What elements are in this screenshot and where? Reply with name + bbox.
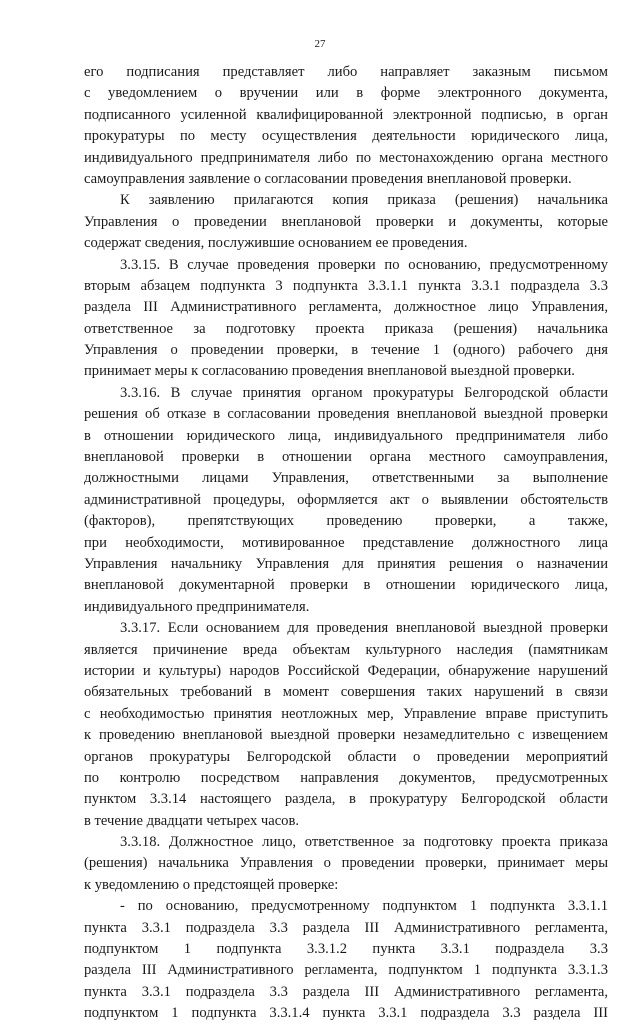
text-line: пункта 3.3.1 подраздела 3.3 раздела III Административного регламента,	[84, 983, 608, 1000]
body-text	[84, 62, 608, 1025]
text-line: индивидуального предпринимателя либо по местонахождению органа местного	[84, 149, 608, 166]
text-line: К заявлению прилагаются копия приказа (решения) начальника	[120, 192, 608, 209]
text-line: 3.3.17. Если основанием для проведения внеплановой выездной проверки	[120, 620, 608, 637]
text-line: принимает меры к согласованию проведения внеплановой выездной проверки.	[84, 363, 575, 380]
text-line: (факторов), препятствующих проведению проверки, а также,	[84, 513, 608, 530]
text-line: подпунктом 1 подпункта 3.3.1.2 пункта 3.3.1 подраздела 3.3	[84, 941, 608, 958]
text-line: с необходимостью принятия неотложных мер, Управление вправе приступить	[84, 705, 608, 722]
text-line: самоуправления заявление о согласовании проведения внеплановой проверки.	[84, 170, 572, 187]
text-line: административной процедуры, оформляется акт о выявлении обстоятельств	[84, 491, 608, 508]
text-line: 3.3.15. В случае проведения проверки по основанию, предусмотренному	[120, 256, 608, 273]
text-line: обязательных требований в момент совершения таких нарушений в связи	[84, 684, 608, 701]
text-line: пунктом 3.3.14 настоящего раздела, в прокуратуру Белгородской области	[84, 791, 608, 808]
page-number: 27	[314, 38, 326, 50]
text-line: подпунктом 1 подпункта 3.3.1.4 пункта 3.3.1 подраздела 3.3 раздела III	[84, 1005, 608, 1022]
text-line: - по основанию, предусмотренному подпунктом 1 подпункта 3.3.1.1	[120, 898, 608, 915]
text-line: его подписания представляет либо направляет заказным письмом	[84, 64, 608, 80]
text-line: вторым абзацем подпункта 3 подпункта 3.3.1.1 пункта 3.3.1 подраздела 3.3	[84, 277, 608, 294]
text-line: к уведомлению о предстоящей проверке:	[84, 876, 339, 893]
text-line: содержат сведения, послужившие основанием ее проведения.	[84, 235, 468, 252]
text-line: внеплановой документарной проверки в отношении юридического лица,	[84, 577, 608, 594]
text-line: к проведению внеплановой выездной проверки незамедлительно с извещением	[84, 727, 608, 744]
text-line: в отношении юридического лица, индивидуального предпринимателя либо	[84, 427, 608, 444]
text-line: Управления о проведении проверки, в течение 1 (одного) рабочего дня	[84, 342, 608, 359]
text-line: Управления о проведении внеплановой проверки и документы, которые	[84, 213, 608, 230]
text-line: раздела III Административного регламента, подпунктом 1 подпункта 3.3.1.3	[84, 962, 608, 979]
text-line: по контролю посредством направления документов, предусмотренных	[84, 769, 608, 786]
text-line: с уведомлением о вручении или в форме электронного документа,	[84, 85, 608, 102]
text-line: является причинение вреда объектам культурного наследия (памятникам	[84, 641, 608, 658]
text-line: 3.3.16. В случае принятия органом прокуратуры Белгородской области	[120, 384, 608, 401]
text-line: в течение двадцати четырех часов.	[84, 812, 300, 829]
text-line: истории и культуры) народов Российской Федерации, обнаружение нарушений	[84, 662, 608, 679]
text-line: 3.3.18. Должностное лицо, ответственное за подготовку проекта приказа	[120, 834, 608, 851]
text-line: органов прокуратуры Белгородской области о проведении мероприятий	[84, 748, 608, 765]
text-line: должностными лицами Управления, ответственными за выполнение	[84, 470, 608, 487]
text-line: решения об отказе в согласовании проведения внеплановой выездной проверки	[84, 406, 608, 423]
text-line: подписанного усиленной квалифицированной электронной подписью, в орган	[84, 106, 608, 123]
text-line: индивидуального предпринимателя.	[84, 598, 310, 615]
text-line: внеплановой проверки в отношении органа местного самоуправления,	[84, 449, 608, 466]
text-line: Управления начальнику Управления для принятия решения о назначении	[84, 555, 608, 572]
text-line: раздела III Административного регламента, должностное лицо Управления,	[84, 299, 608, 316]
text-line: ответственное за подготовку проекта приказа (решения) начальника	[84, 320, 608, 337]
text-line: (решения) начальника Управления о проведении проверки, принимает меры	[84, 855, 608, 872]
text-line: прокуратуры по месту осуществления деятельности юридического лица,	[84, 128, 608, 145]
text-line: при необходимости, мотивированное представление должностного лица	[84, 534, 608, 551]
text-line: пункта 3.3.1 подраздела 3.3 раздела III Административного регламента,	[84, 919, 608, 936]
